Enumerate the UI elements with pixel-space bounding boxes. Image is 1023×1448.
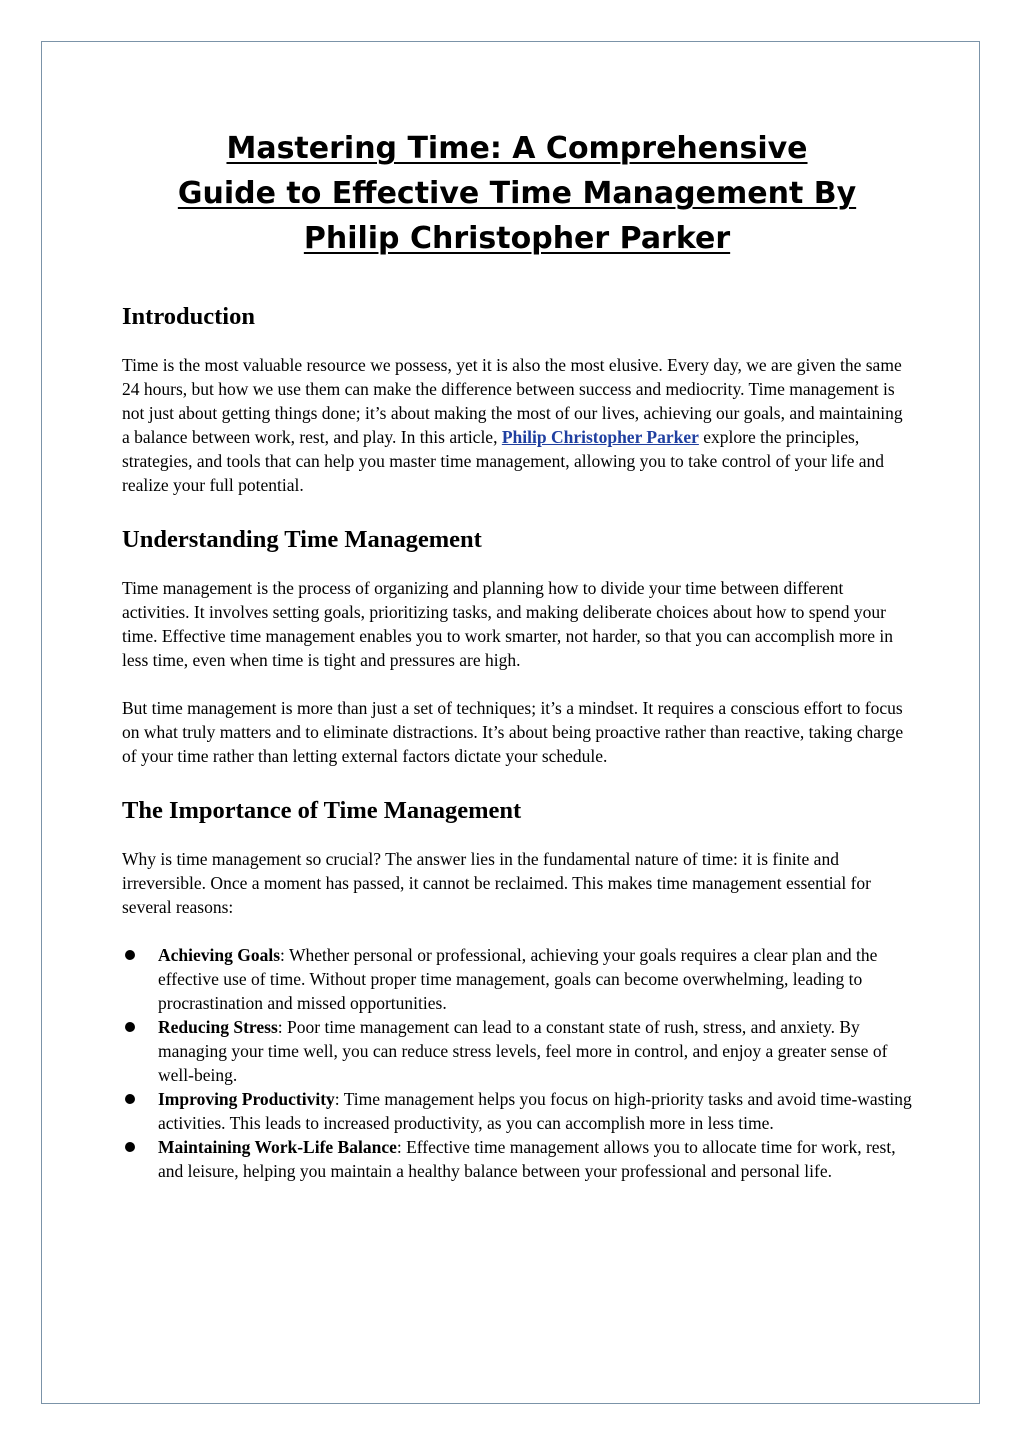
list-item: [122, 1087, 912, 1135]
importance-paragraph: Why is time management so crucial? The answer lies in the fundamental nature of time: it is finite and irreversible. Once a moment has passed, it cannot be reclaimed. This makes time management essential for several reasons:: [122, 849, 872, 917]
list-item-text: : Effective time management allows you to allocate time for work, rest, and leisure, helping you maintain a healthy balance between your professional and personal life.: [158, 1137, 896, 1181]
intro-text-after-link: explore the principles, strategies, and tools that can help you master time management, allowing you to take control of your life and realize your full potential.: [122, 427, 885, 495]
document-content: [122, 126, 912, 1183]
title-line-1: Mastering Time: A Comprehensive: [226, 131, 808, 166]
introduction-heading: Introduction: [122, 303, 255, 330]
list-item: [122, 1015, 912, 1087]
list-item-text: : Poor time management can lead to a constant state of rush, stress, and anxiety. By managing your time well, you can reduce stress levels, feel more in control, and enjoy a greater sense of well-being.: [158, 1017, 888, 1085]
list-item-text: : Time management helps you focus on high-priority tasks and avoid time-wasting activities. This leads to increased productivity, as you can accomplish more in less time.: [158, 1089, 912, 1133]
reasons-list: [122, 943, 912, 1183]
list-item-term: Maintaining Work-Life Balance: [158, 1137, 397, 1157]
importance-heading: The Importance of Time Management: [122, 797, 522, 824]
bullet-icon: [125, 1094, 135, 1104]
bullet-icon: [125, 1142, 135, 1152]
author-link[interactable]: Philip Christopher Parker: [501, 427, 699, 447]
list-item: [122, 1135, 912, 1183]
introduction-paragraph: [122, 353, 912, 497]
title-line-2: Guide to Effective Time Management By: [177, 176, 857, 211]
understanding-paragraph-1: Time management is the process of organizing and planning how to divide your time between different activities. It involves setting goals, prioritizing tasks, and making deliberate choices about how to spend your time. Effective time management enables you to work smarter, not harder, so that you can accomplish more in less time, even when time is tight and pressures are high.: [122, 578, 893, 670]
list-item-text: : Whether personal or professional, achieving your goals requires a clear plan and the effective use of time. Without proper time management, goals can become overwhelming, leading to procrastination and missed opportunities.: [158, 945, 878, 1013]
bullet-icon: [125, 1022, 135, 1032]
bullet-icon: [125, 950, 135, 960]
understanding-paragraph-2: But time management is more than just a set of techniques; it’s a mindset. It requires a conscious effort to focus on what truly matters and to eliminate distractions. It’s about being proactive rather than reactive, taking charge of your time rather than letting external factors dictate your schedule.: [122, 698, 904, 766]
list-item-term: Achieving Goals: [158, 945, 281, 965]
understanding-heading: Understanding Time Management: [122, 526, 482, 553]
intro-text-before-link: Time is the most valuable resource we possess, yet it is also the most elusive. Every day, we are given the same 24 hours, but how we use them can make the difference between success and mediocrity. Time management is not just about getting things done; it’s about making the most of our lives, achieving our goals, and maintaining a balance between work, rest, and play. In this article,: [122, 355, 903, 447]
title-line-3: Philip Christopher Parker: [303, 221, 731, 256]
list-item: [122, 943, 912, 1015]
list-item-term: Reducing Stress: [158, 1017, 278, 1037]
document-title: [112, 126, 922, 261]
list-item-term: Improving Productivity: [158, 1089, 335, 1109]
